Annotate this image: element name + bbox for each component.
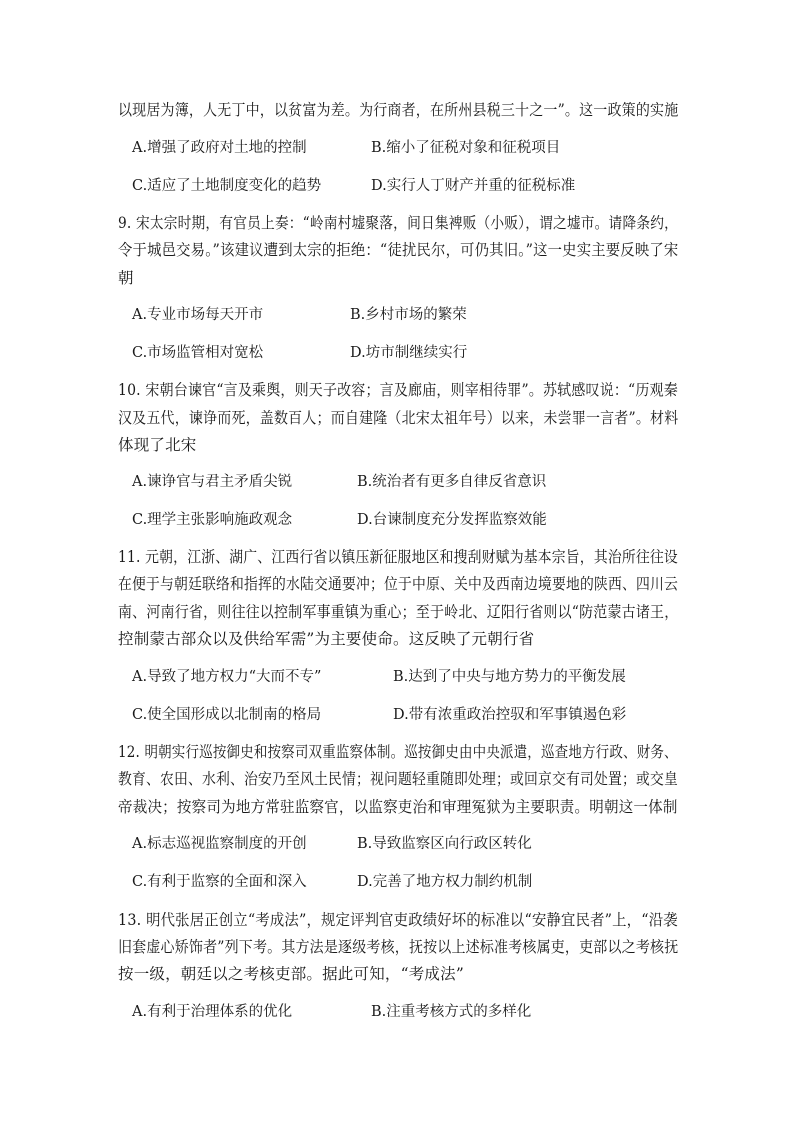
question-11-line-3: 南、河南行省，则往往以控制军事重镇为重心；至于岭北、辽阳行省则以“防范蒙古诸王， (118, 603, 679, 621)
question-9-option-d[interactable]: D.坊市制继续实行 (350, 345, 468, 361)
question-12-line-3: 帝裁决；按察司为地方常驻监察官，以监察吏治和审理冤狱为主要职责。明朝这一体制 (118, 798, 678, 816)
question-11-option-a[interactable]: A.导致了地方权力“大而不专” (132, 669, 322, 685)
question-11-option-d[interactable]: D.带有浓重政治控驭和军事镇遏色彩 (393, 707, 627, 723)
question-8-option-d[interactable]: D.实行人丁财产并重的征税标准 (371, 178, 576, 194)
question-10-line-1: 10. 宋朝台谏官“言及乘舆，则天子改容；言及廊庙，则宰相待罪”。苏轼感叹说：“历观秦 (118, 381, 678, 399)
question-10-line-2: 汉及五代，谏诤而死，盖数百人；而自建隆（北宋太祖年号）以来，未尝罪一言者”。材料 (118, 409, 679, 427)
question-10-line-3: 体现了北宋 (118, 436, 197, 454)
question-10-option-d[interactable]: D.台谏制度充分发挥监察效能 (357, 512, 547, 528)
question-13-line-1: 13. 明代张居正创立“考成法”，规定评判官吏政绩好坏的标准以“安静宜民者”上，“沿袭 (118, 911, 678, 929)
question-9-line-3: 朝 (118, 269, 134, 287)
question-8-option-a[interactable]: A.增强了政府对土地的控制 (132, 140, 307, 156)
question-12-option-a[interactable]: A.标志巡视监察制度的开创 (132, 836, 307, 852)
question-11-line-2: 在便于与朝廷联络和指挥的水陆交通要冲；位于中原、关中及西南边境要地的陕西、四川云 (118, 575, 679, 593)
question-13-option-a[interactable]: A.有利于治理体系的优化 (132, 1004, 293, 1020)
question-9-line-1: 9. 宋太宗时期，有官员上奏：“岭南村墟聚落，间日集裨贩（小贩），谓之墟市。请降条约， (118, 214, 679, 232)
question-10-option-b[interactable]: B.统治者有更多自律反省意识 (357, 474, 547, 490)
question-11-option-b[interactable]: B.达到了中央与地方势力的平衡发展 (393, 669, 626, 685)
question-9-line-2: 令于城邑交易。”该建议遭到太宗的拒绝：“徒扰民尔，可仍其旧。”这一史实主要反映了宋 (118, 241, 679, 259)
question-12-line-2: 教育、农田、水利、治安乃至风土民情；视问题轻重随即处理；或回京交有司处置；或交皇 (118, 770, 679, 788)
question-13-line-3: 按一级，朝廷以之考核吏部。据此可知，“考成法” (118, 965, 464, 983)
question-12-line-1: 12. 明朝实行巡按御史和按察司双重监察体制。巡按御史由中央派遣，巡查地方行政、财务、 (118, 743, 678, 761)
question-10-option-a[interactable]: A.谏诤官与君主矛盾尖锐 (132, 474, 293, 490)
question-10-option-c[interactable]: C.理学主张影响施政观念 (132, 512, 293, 528)
question-8-text: 以现居为簿，人无丁中，以贫富为差。为行商者，在所州县税三十之一”。这一政策的实施 (118, 101, 679, 119)
question-13-line-2: 旧套虚心矫饰者”列下考。其方法是逐级考核，抚按以上述标准考核属吏，吏部以之考核抚 (118, 938, 679, 956)
question-8-option-b[interactable]: B.缩小了征税对象和征税项目 (371, 140, 561, 156)
question-11-option-c[interactable]: C.使全国形成以北制南的格局 (132, 707, 322, 723)
question-9-option-a[interactable]: A.专业市场每天开市 (132, 307, 264, 323)
question-8-option-c[interactable]: C.适应了土地制度变化的趋势 (132, 178, 322, 194)
question-12-option-c[interactable]: C.有利于监察的全面和深入 (132, 874, 307, 890)
question-9-option-b[interactable]: B.乡村市场的繁荣 (350, 307, 467, 323)
question-11-line-1: 11. 元朝，江浙、湖广、江西行省以镇压新征服地区和搜刮财赋为基本宗旨，其治所往往设 (118, 548, 678, 566)
question-12-option-b[interactable]: B.导致监察区向行政区转化 (357, 836, 532, 852)
question-13-option-b[interactable]: B.注重考核方式的多样化 (371, 1004, 532, 1020)
question-11-line-4: 控制蒙古部众以及供给军需”为主要使命。这反映了元朝行省 (118, 630, 535, 648)
question-12-option-d[interactable]: D.完善了地方权力制约机制 (357, 874, 533, 890)
question-9-option-c[interactable]: C.市场监管相对宽松 (132, 345, 264, 361)
